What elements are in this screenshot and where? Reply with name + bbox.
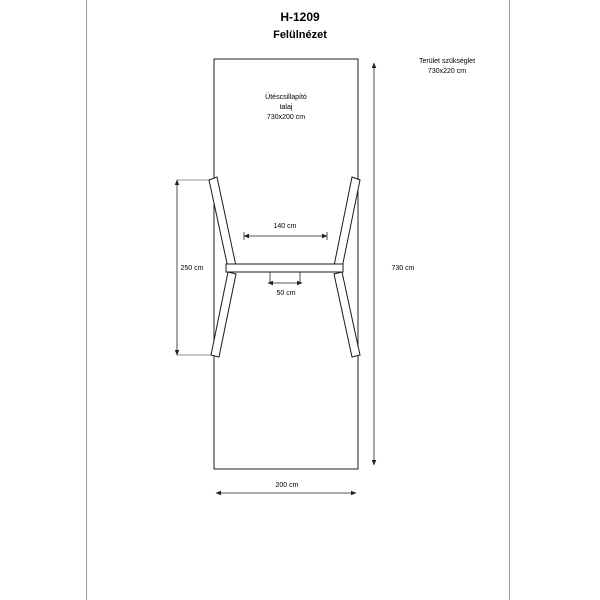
seat-hangers bbox=[270, 272, 300, 283]
leg-top-left bbox=[209, 177, 236, 268]
model-title: H-1209 bbox=[280, 10, 320, 24]
leg-top-right bbox=[334, 177, 360, 268]
surface-label-2: talaj bbox=[279, 104, 293, 111]
area-note-value: 730x220 cm bbox=[427, 68, 467, 75]
view-title: Felülnézet bbox=[273, 29, 327, 41]
total-width-label: 200 cm bbox=[275, 482, 299, 489]
leg-bottom-right bbox=[334, 272, 360, 357]
surface-label-3: 730x200 cm bbox=[266, 114, 306, 121]
frame-width-label: 250 cm bbox=[180, 265, 204, 272]
beam-length-dimension bbox=[244, 232, 327, 240]
leg-bottom-left bbox=[211, 272, 236, 357]
top-beam bbox=[226, 264, 343, 272]
beam-length-label: 140 cm bbox=[273, 223, 297, 230]
total-length-label: 730 cm bbox=[391, 265, 415, 272]
seat-spacing-label: 50 cm bbox=[276, 290, 296, 297]
swing-frame bbox=[209, 177, 360, 357]
surface-label-1: Ütéscsillapító bbox=[265, 94, 307, 101]
area-note-label: Terület szükséglet bbox=[418, 58, 476, 65]
